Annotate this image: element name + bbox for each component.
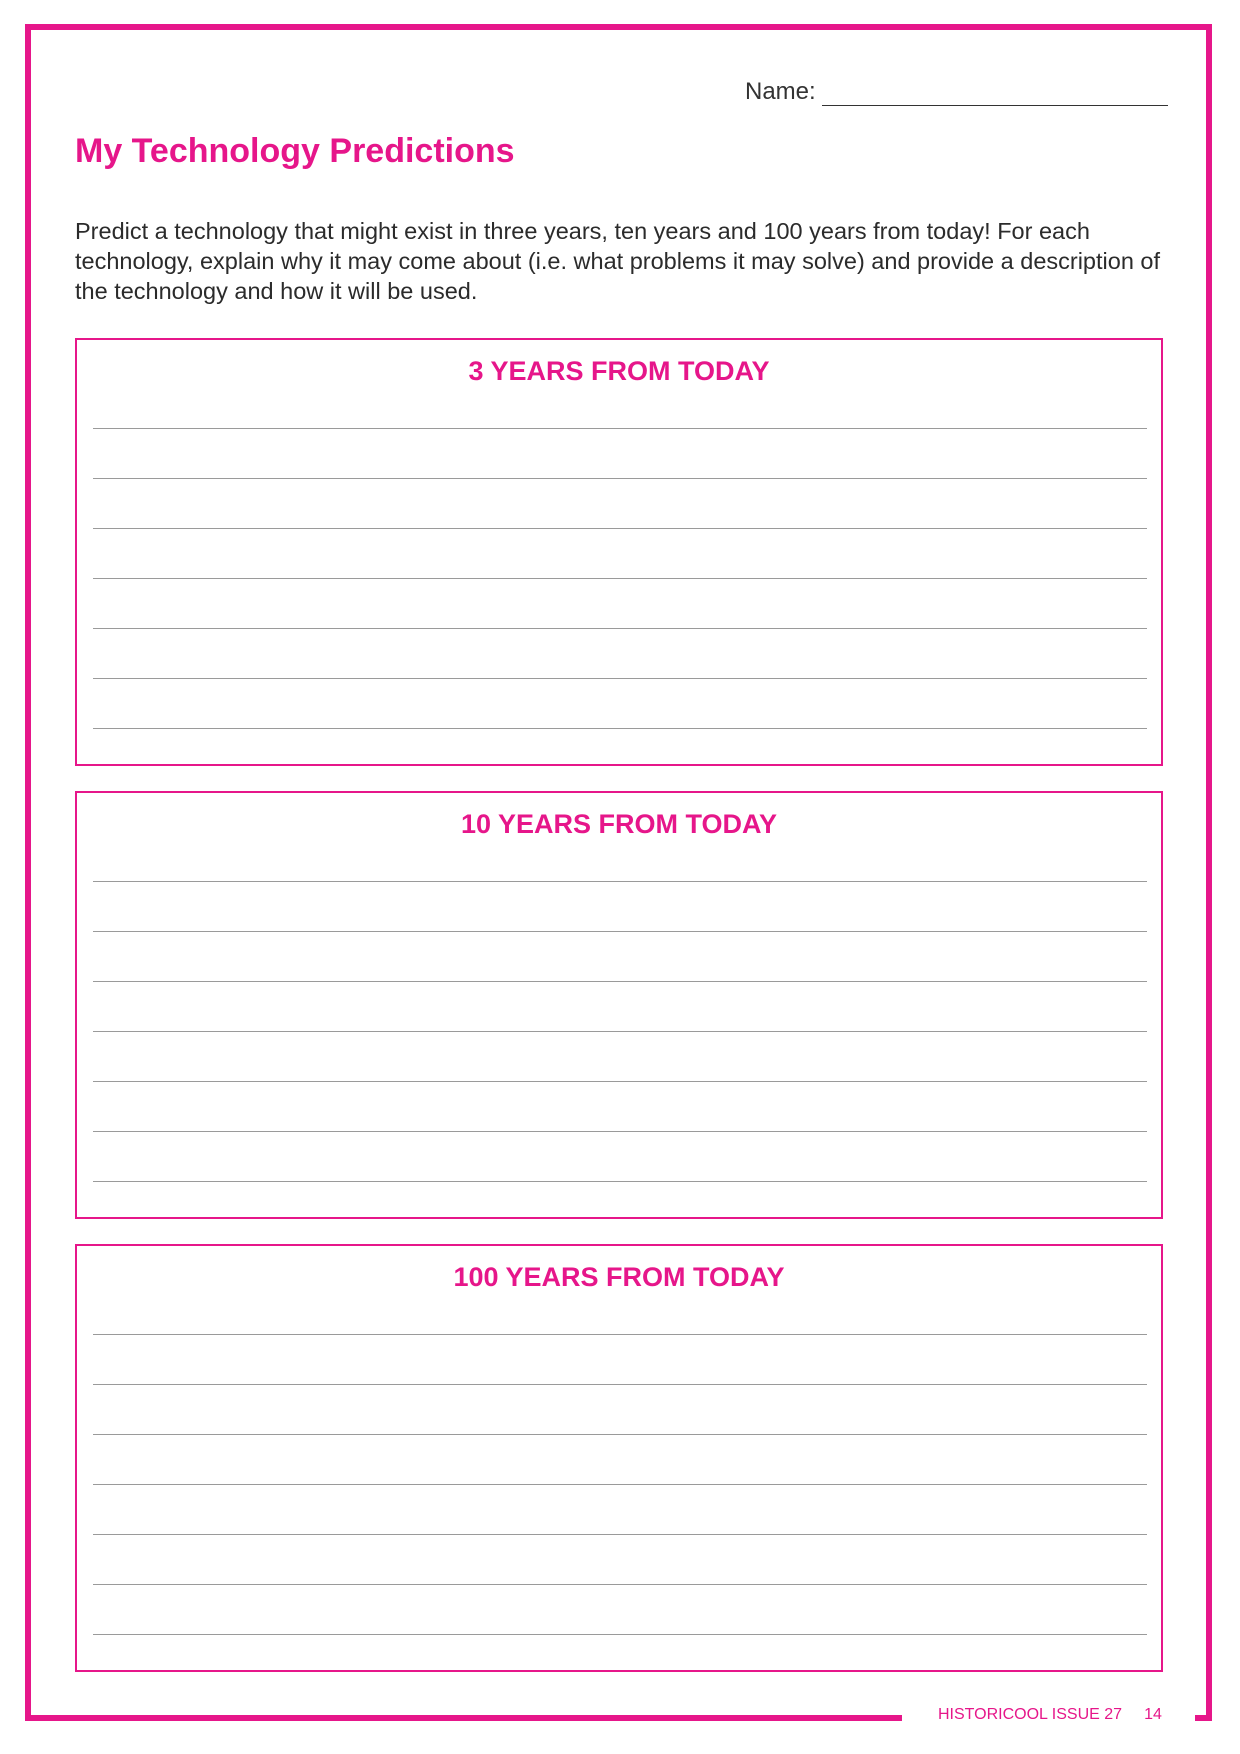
- section-100-years: [75, 1244, 1163, 1672]
- writing-line[interactable]: [93, 728, 1147, 729]
- writing-line[interactable]: [93, 628, 1147, 629]
- writing-line[interactable]: [93, 981, 1147, 982]
- name-field: [745, 78, 1168, 106]
- section-10-years: [75, 791, 1163, 1219]
- section-heading: 100 YEARS FROM TODAY: [453, 1262, 785, 1292]
- writing-line[interactable]: [93, 1181, 1147, 1182]
- writing-line[interactable]: [93, 1384, 1147, 1385]
- name-input-line[interactable]: [822, 83, 1168, 106]
- writing-line[interactable]: [93, 1031, 1147, 1032]
- writing-line[interactable]: [93, 578, 1147, 579]
- writing-line[interactable]: [93, 881, 1147, 882]
- page-border-bottom-left: [25, 1715, 902, 1721]
- name-label: Name:: [745, 78, 816, 105]
- writing-line[interactable]: [93, 1131, 1147, 1132]
- writing-line[interactable]: [93, 1634, 1147, 1635]
- writing-line[interactable]: [93, 1434, 1147, 1435]
- page-number: 14: [1144, 1706, 1162, 1723]
- page-border-bottom-right: [1195, 1715, 1212, 1721]
- writing-line[interactable]: [93, 1534, 1147, 1535]
- writing-line[interactable]: [93, 1584, 1147, 1585]
- writing-line[interactable]: [93, 478, 1147, 479]
- writing-line[interactable]: [93, 528, 1147, 529]
- instructions-text: Predict a technology that might exist in three years, ten years and 100 years from today! For each technology, explain why it may come about (i.e. what problems it may solve) and provide a description of the technology and how it will be used.: [75, 218, 1161, 304]
- writing-line[interactable]: [93, 678, 1147, 679]
- section-3-years: [75, 338, 1163, 766]
- writing-line[interactable]: [93, 1081, 1147, 1082]
- section-heading: 10 YEARS FROM TODAY: [460, 809, 778, 839]
- section-heading: 3 YEARS FROM TODAY: [468, 356, 770, 386]
- publication-name: HISTORICOOL ISSUE 27: [938, 1706, 1123, 1723]
- writing-line[interactable]: [93, 1334, 1147, 1335]
- page-footer: [938, 1706, 1162, 1724]
- page-title: My Technology Predictions: [75, 132, 515, 170]
- writing-line[interactable]: [93, 428, 1147, 429]
- writing-line[interactable]: [93, 1484, 1147, 1485]
- writing-line[interactable]: [93, 931, 1147, 932]
